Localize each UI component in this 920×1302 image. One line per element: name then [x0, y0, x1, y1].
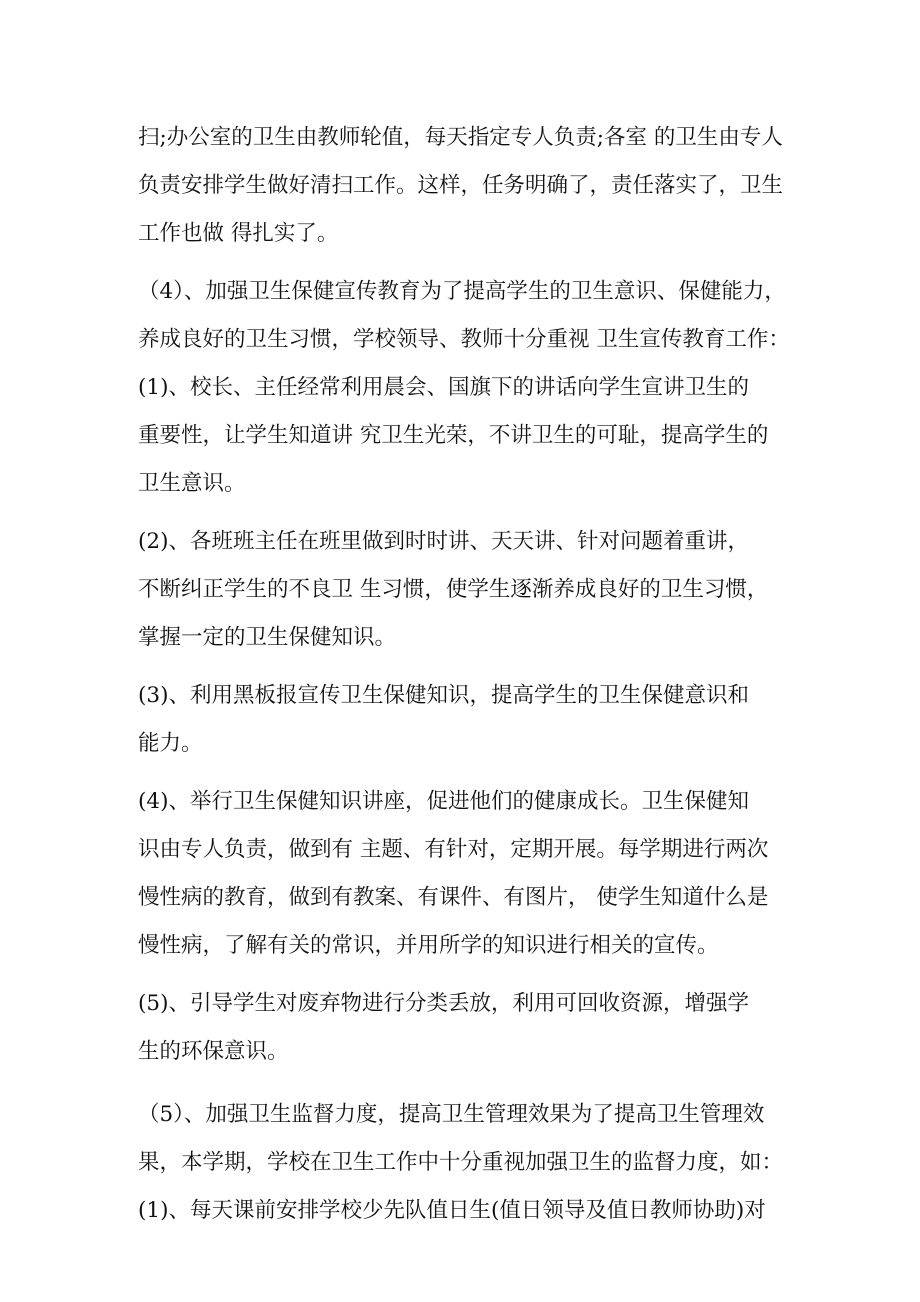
paragraph — [138, 518, 788, 662]
text-line: (5)、引导学生对废弃物进行分类丢放，利用可回收资源，增强学 — [138, 991, 749, 1016]
text-line: 掌握一定的卫生保健知识。 — [138, 625, 397, 650]
text-line: 慢性病，了解有关的常识，并用所学的知识进行相关的宣传。 — [138, 933, 719, 958]
text-line: 不断纠正学生的不良卫 生习惯，使学生逐渐养成良好的卫生习惯， — [138, 577, 769, 602]
text-line: 负责安排学生做好清扫工作。这样，任务明确了，责任落实了，卫生 — [138, 173, 784, 198]
paragraph — [138, 114, 788, 258]
paragraph — [138, 778, 788, 970]
text-line: 重要性，让学生知道讲 究卫生光荣，不讲卫生的可耻，提高学生的 — [138, 423, 769, 448]
paragraph — [138, 980, 788, 1076]
text-line: (3)、利用黑板报宣传卫生保健知识，提高学生的卫生保健意识和 — [138, 683, 749, 708]
text-line: 养成良好的卫生习惯，学校领导、教师十分重视 卫生宣传教育工作： — [138, 327, 790, 352]
text-line: 能力。 — [138, 731, 203, 756]
text-line: 工作也做 得扎实了。 — [138, 221, 339, 246]
text-line: 卫生意识。 — [138, 471, 246, 496]
text-line: （4）、加强卫生保健宣传教育为了提高学生的卫生意识、保健能力， — [138, 279, 786, 304]
paragraph — [138, 268, 788, 364]
paragraph — [138, 364, 788, 508]
document-body — [138, 114, 788, 1235]
text-line: (4)、举行卫生保健知识讲座，促进他们的健康成长。卫生保健知 — [138, 789, 749, 814]
text-line: 果，本学期，学校在卫生工作中十分重视加强卫生的监督力度，如： — [138, 1150, 784, 1175]
text-line: 扫;办公室的卫生由教师轮值，每天指定专人负责;各室 的卫生由专人 — [138, 125, 783, 150]
text-line: 生的环保意识。 — [138, 1039, 289, 1064]
paragraph — [138, 1091, 788, 1187]
text-line: (1)、校长、主任经常利用晨会、国旗下的讲话向学生宣讲卫生的 — [138, 375, 749, 400]
text-line: （5）、加强卫生监督力度，提高卫生管理效果为了提高卫生管理效 — [138, 1102, 765, 1127]
text-line: 识由专人负责，做到有 主题、有针对，定期开展。每学期进行两次 — [138, 837, 769, 862]
text-line: (1)、每天课前安排学校少先队值日生(值日领导及值日教师协助)对 — [138, 1198, 766, 1223]
text-line: 慢性病的教育，做到有教案、有课件、有图片， 使学生知道什么是 — [138, 885, 769, 910]
text-line: (2)、各班班主任在班里做到时时讲、天天讲、针对问题着重讲， — [138, 529, 749, 554]
paragraph — [138, 1187, 788, 1235]
paragraph — [138, 672, 788, 768]
